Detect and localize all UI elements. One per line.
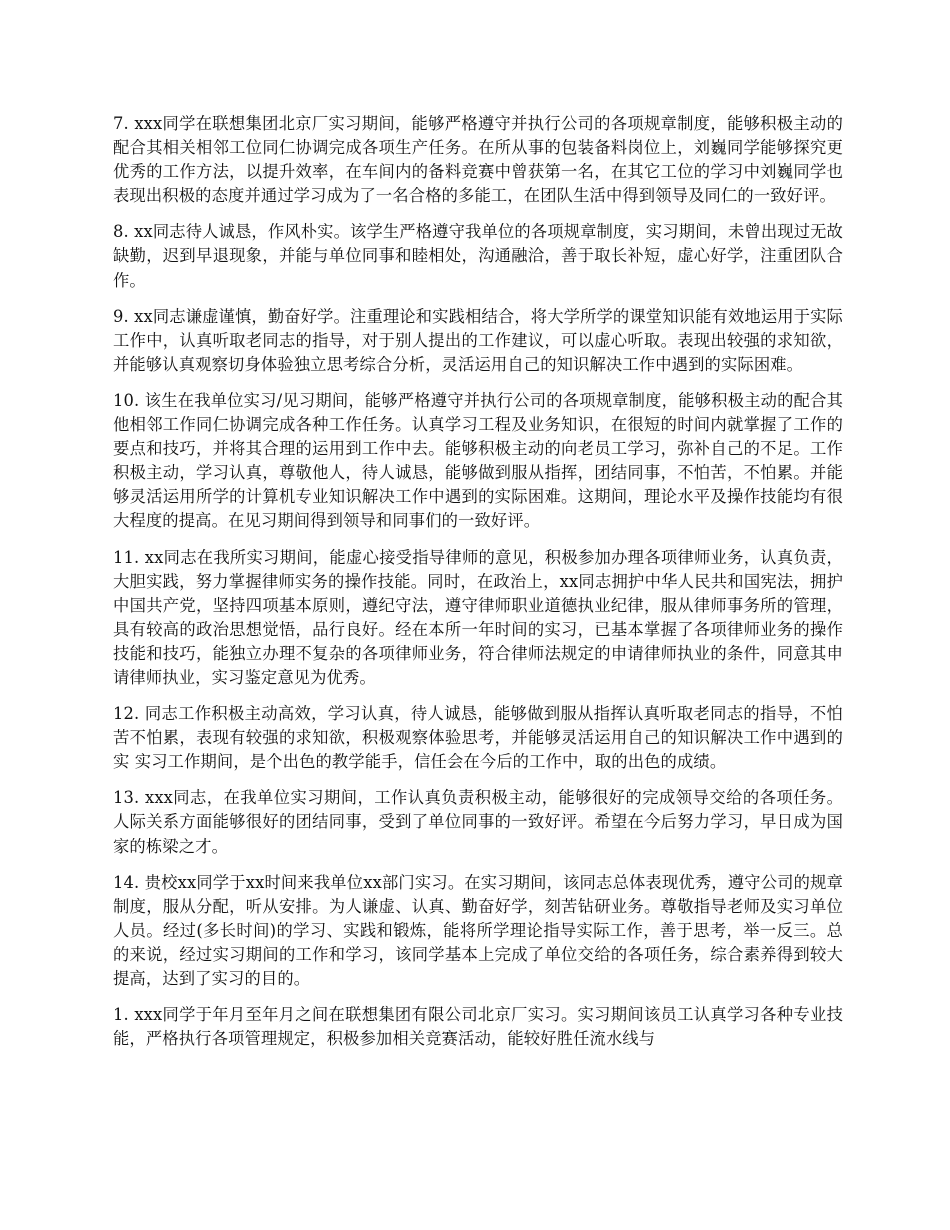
paragraph-7: 7. xxx同学在联想集团北京厂实习期间，能够严格遵守并执行公司的各项规章制度，能够积极主动的配合其相关相邻工位同仁协调完成各项生产任务。在所从事的包装备料岗位上，刘巍同学能够探究更优秀的工作方法，以提升效率，在车间内的备料竞赛中曾获第一名，在其它工位的学习中刘巍同学也表现出积极的态度并通过学习成为了一名合格的多能工，在团队生活中得到领导及同仁的一致好评。 <box>113 114 843 206</box>
paragraph-12: 12. 同志工作积极主动高效，学习认真，待人诚恳，能够做到服从指挥认真听取老同志的指导，不怕苦不怕累，表现有较强的求知欲，积极观察体验思考，并能够灵活运用自己的知识解决工作中遇到的实 实习工作期间，是个出色的教学能手，信任会在今后的工作中，取的出色的成绩。 <box>113 704 843 772</box>
paragraph-9: 9. xx同志谦虚谨慎，勤奋好学。注重理论和实践相结合，将大学所学的课堂知识能有效地运用于实际工作中，认真听取老同志的指导，对于别人提出的工作建议，可以虚心听取。表现出较强的求知欲，并能够认真观察切身体验独立思考综合分析，灵活运用自己的知识解决工作中遇到的实际困难。 <box>113 306 843 374</box>
paragraph-8: 8. xx同志待人诚恳，作风朴实。该学生严格遵守我单位的各项规章制度，实习期间，未曾出现过无故缺勤，迟到早退现象，并能与单位同事和睦相处，沟通融洽，善于取长补短，虚心好学，注重团队合作。 <box>113 222 843 290</box>
paragraph-10: 10. 该生在我单位实习/见习期间，能够严格遵守并执行公司的各项规章制度，能够积极主动的配合其他相邻工作同仁协调完成各种工作任务。认真学习工程及业务知识，在很短的时间内就掌握了工作的要点和技巧，并将其合理的运用到工作中去。能够积极主动的向老员工学习，弥补自己的不足。工作积极主动，学习认真，尊敬他人，待人诚恳，能够做到服从指挥，团结同事，不怕苦，不怕累。并能够灵活运用所学的计算机专业知识解决工作中遇到的实际困难。这期间，理论水平及操作技能均有很大程度的提高。在见习期间得到领导和同事们的一致好评。 <box>113 390 843 531</box>
paragraph-1: 1. xxx同学于年月至年月之间在联想集团有限公司北京厂实习。实习期间该员工认真学习各种专业技能，严格执行各项管理规定，积极参加相关竞赛活动，能较好胜任流水线与 <box>113 1005 843 1049</box>
paragraph-11: 11. xx同志在我所实习期间，能虚心接受指导律师的意见，积极参加办理各项律师业务，认真负责，大胆实践，努力掌握律师实务的操作技能。同时，在政治上，xx同志拥护中华人民共和国宪法，拥护中国共产党，坚持四项基本原则，遵纪守法，遵守律师职业道德执业纪律，服从律师事务所的管理，具有较高的政治思想觉悟，品行良好。经在本所一年时间的实习，已基本掌握了各项律师业务的操作技能和技巧，能独立办理不复杂的各项律师业务，符合律师法规定的申请律师执业的条件，同意其申请律师执业，实习鉴定意见为优秀。 <box>113 547 843 687</box>
paragraph-14: 14. 贵校xx同学于xx时间来我单位xx部门实习。在实习期间，该同志总体表现优秀，遵守公司的规章制度，服从分配，听从安排。为人谦虚、认真、勤奋好学，刻苦钻研业务。尊敬指导老师及实习单位人员。经过(多长时间)的学习、实践和锻炼，能将所学理论指导实际工作，善于思考，举一反三。总的来说，经过实习期间的工作和学习，该同学基本上完成了单位交给的各项任务，综合素养得到较大提高，达到了实习的目的。 <box>113 872 843 988</box>
document-body <box>113 112 843 1063</box>
paragraph-13: 13. xxx同志，在我单位实习期间，工作认真负责积极主动，能够很好的完成领导交给的各项任务。人际关系方面能够很好的团结同事，受到了单位同事的一致好评。希望在今后努力学习，早日成为国家的栋梁之才。 <box>113 788 843 856</box>
